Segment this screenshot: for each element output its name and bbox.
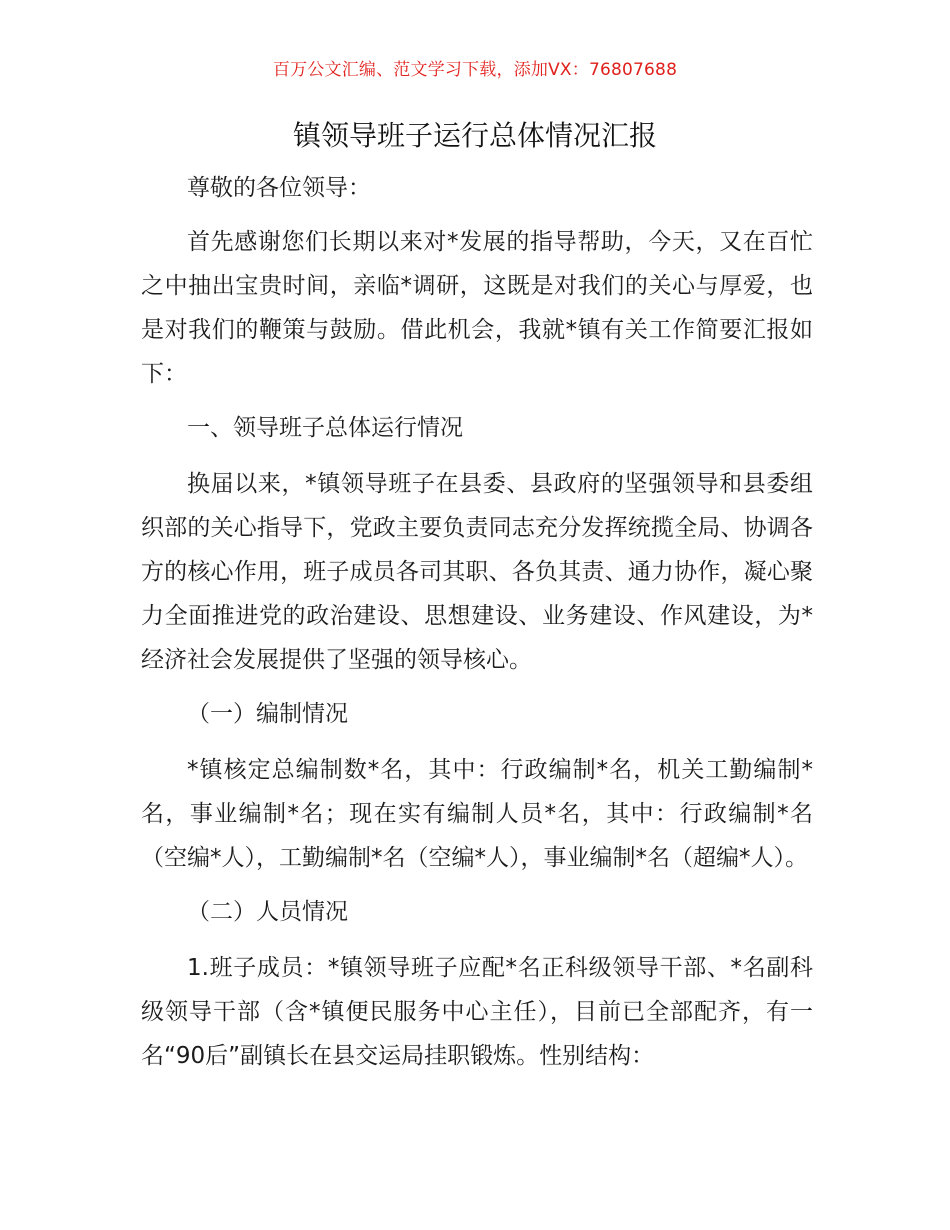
section-paragraph: 换届以来，*镇领导班子在县委、县政府的坚强领导和县委组织部的关心指导下，党政主要负责同志充分发挥统揽全局、协调各方的核心作用，班子成员各司其职、各负其责、通力协作，凝心聚力全面推进党的政治建设、思想建设、业务建设、作风建设，为*经济社会发展提供了坚强的领导核心。 bbox=[141, 471, 813, 673]
subsection-heading-staffing: （一）编制情况 bbox=[187, 701, 348, 727]
document-title: 镇领导班子运行总体情况汇报 bbox=[292, 119, 657, 152]
subsection-heading-personnel: （二）人员情况 bbox=[187, 899, 348, 925]
salutation: 尊敬的各位领导： bbox=[187, 175, 371, 201]
subsection-paragraph-personnel: 1.班子成员：*镇领导班子应配*名正科级领导干部、*名副科级领导干部（含*镇便民服务中心主任），目前已全部配齐，有一名“90后”副镇长在县交运局挂职锻炼。性别结构： bbox=[141, 955, 813, 1069]
header-watermark-note: 百万公文汇编、范文学习下载，添加VX：76807688 bbox=[272, 60, 678, 80]
intro-paragraph: 首先感谢您们长期以来对*发展的指导帮助，今天，又在百忙之中抽出宝贵时间，亲临*调研，这既是对我们的关心与厚爱，也是对我们的鞭策与鼓励。借此机会，我就*镇有关工作简要汇报如下： bbox=[141, 229, 813, 387]
subsection-paragraph-staffing: *镇核定总编制数*名，其中：行政编制*名，机关工勤编制*名，事业编制*名；现在实有编制人员*名，其中：行政编制*名（空编*人），工勤编制*名（空编*人），事业编制*名（超编*人）。 bbox=[141, 757, 813, 871]
section-heading: 一、领导班子总体运行情况 bbox=[187, 415, 463, 441]
document-body bbox=[141, 166, 813, 1088]
